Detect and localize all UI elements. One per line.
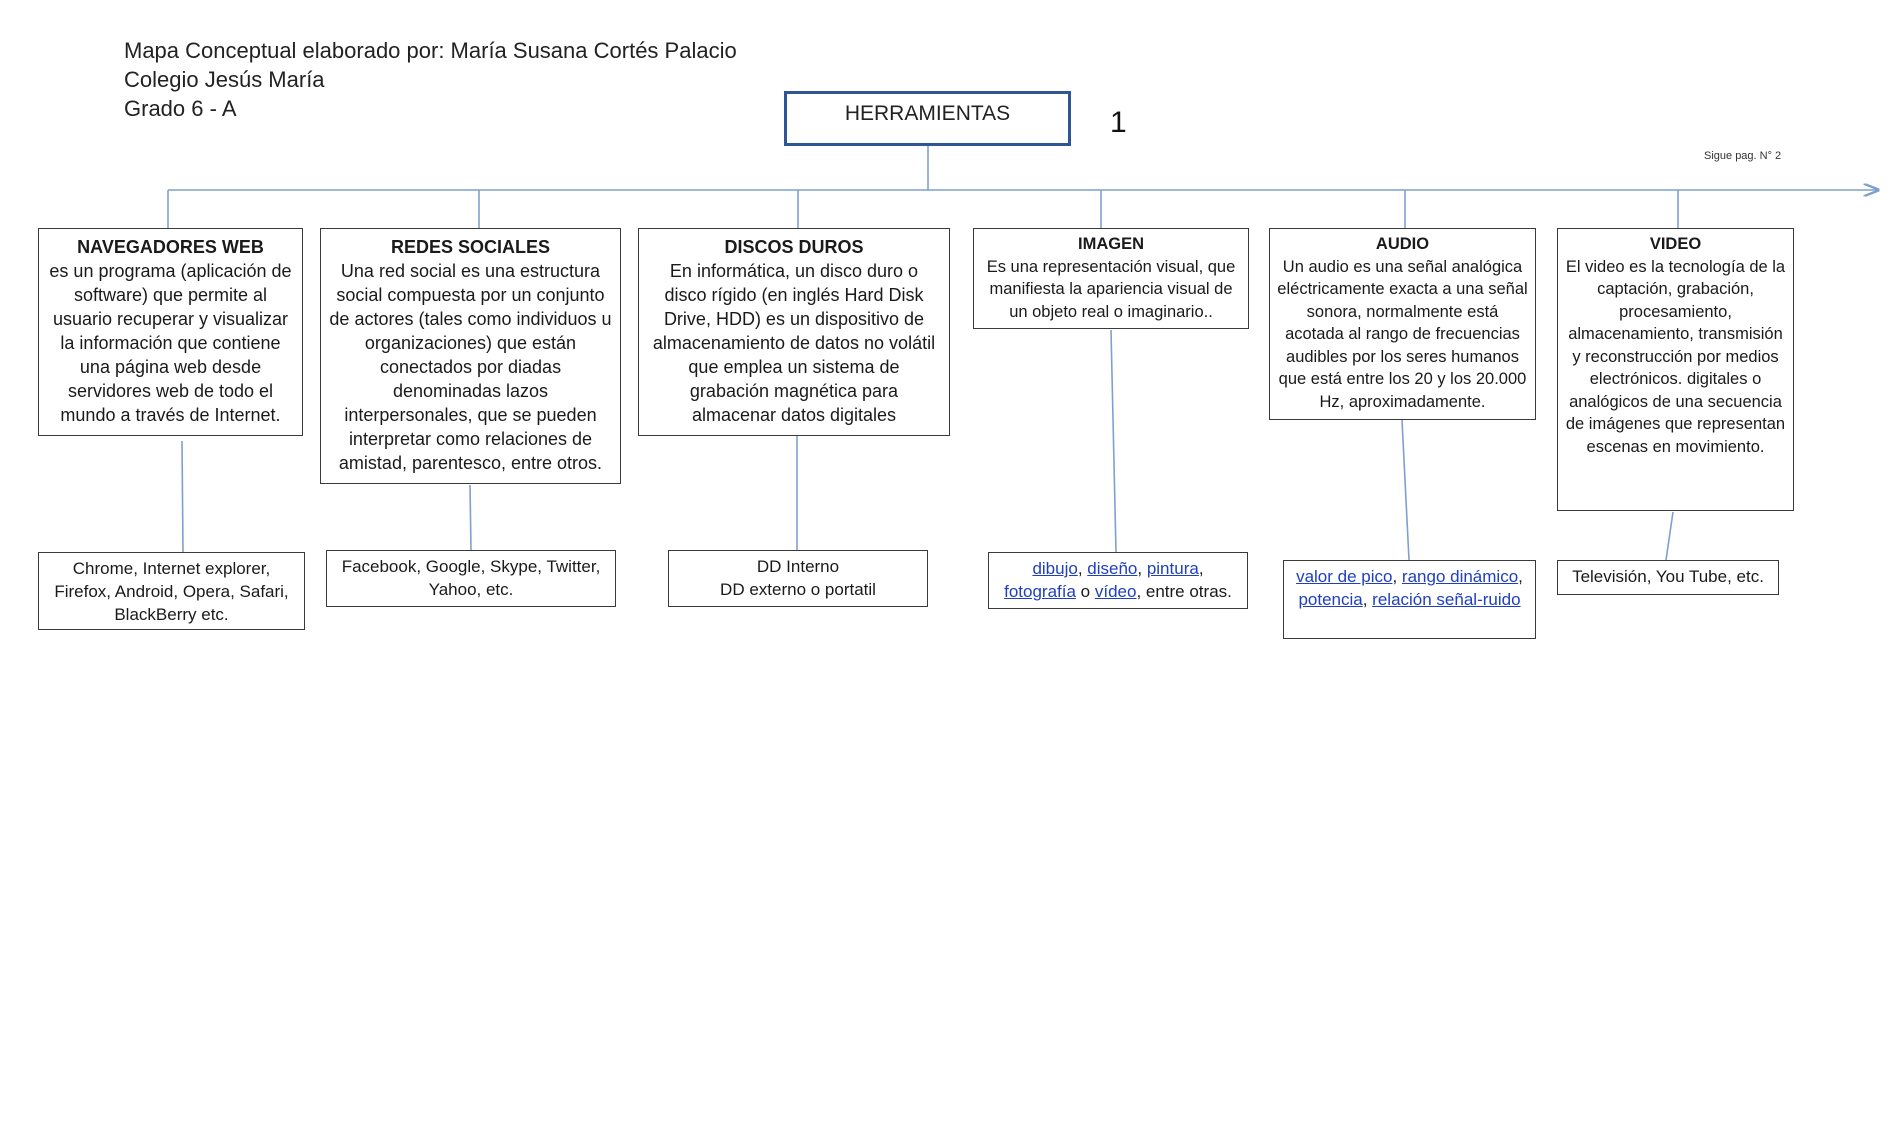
examples-text: Facebook, Google, Skype, Twitter, Yahoo, etc. [341, 557, 601, 599]
page-number: 1 [1110, 106, 1127, 139]
separator: , [1392, 567, 1402, 586]
link-potencia[interactable]: potencia [1298, 590, 1363, 609]
node-title: NAVEGADORES WEB [77, 237, 264, 257]
node-title: IMAGEN [1078, 235, 1144, 253]
node-text: El video es la tecnología de la captación, grabación, procesamiento, almacenamiento, transmisión y reconstrucción por medios electrónicos. digitales o analógicos de una secuencia de imágenes que representan escenas en movimiento. [1565, 257, 1786, 456]
tail-text: , entre otras. [1136, 582, 1232, 601]
separator: o [1075, 582, 1095, 601]
separator: , [1518, 567, 1523, 586]
examples-text: Chrome, Internet explorer, Firefox, Android, Opera, Safari, BlackBerry etc. [54, 559, 289, 624]
node-text: Es una representación visual, que manifiesta la apariencia visual de un objeto real o imaginario.. [986, 257, 1236, 321]
link-dibujo[interactable]: dibujo [1032, 559, 1078, 578]
node-redes-sociales [320, 228, 621, 484]
link-navegadores-examples [182, 441, 183, 552]
examples-redes [326, 550, 616, 607]
root-node-herramientas [784, 91, 1071, 146]
link-video-examples [1666, 512, 1673, 560]
separator: , [1198, 559, 1204, 578]
examples-text: Televisión, You Tube, etc. [1572, 567, 1764, 586]
next-page-note: Sigue pag. N° 2 [1704, 150, 1782, 162]
link-valor-de-pico[interactable]: valor de pico [1296, 567, 1393, 586]
node-title: REDES SOCIALES [390, 237, 551, 257]
link-redes-examples [470, 485, 471, 550]
link-relacion-senal-ruido[interactable]: relación señal-ruido [1372, 590, 1521, 609]
node-discos-duros [638, 228, 950, 436]
link-fotografia[interactable]: fotografía [1004, 582, 1076, 601]
separator: , [1137, 559, 1147, 578]
node-text: Un audio es una señal analógica eléctricamente exacta a una señal sonora, normalmente está acotada al rango de frecuencias audibles por los seres humanos que está entre los 20 y los 20.000 Hz, aproximadamente. [1277, 257, 1528, 411]
node-imagen [973, 228, 1249, 329]
node-text: Una red social es una estructura social compuesta por un conjunto de actores (tales como individuos u organizaciones) que están conectados por diadas denominadas lazos interpersonales, que se pueden interpretar como relaciones de amistad, parentesco, entre otros. [329, 261, 612, 473]
grade-line: Grado 6 - A [124, 96, 237, 121]
school-line: Colegio Jesús María [124, 67, 325, 92]
examples-line-1: DD Interno [756, 557, 840, 576]
author-line: Mapa Conceptual elaborado por: María Susana Cortés Palacio [124, 38, 737, 63]
node-text: es un programa (aplicación de software) que permite al usuario recuperar y visualizar la información que contiene una página web desde servidores web de todo el mundo a través de Internet. [49, 261, 292, 425]
link-pintura[interactable]: pintura [1146, 559, 1199, 578]
node-title: VIDEO [1649, 235, 1702, 253]
node-title: AUDIO [1375, 235, 1430, 253]
node-text: En informática, un disco duro o disco rígido (en inglés Hard Disk Drive, HDD) es un dispositivo de almacenamiento de datos no volátil que emplea un sistema de grabación magnética para almacenar datos digitales [652, 261, 936, 425]
link-audio-examples [1402, 420, 1409, 560]
separator: , [1077, 559, 1088, 578]
root-label: HERRAMIENTAS [844, 102, 1011, 125]
examples-navegadores [38, 552, 305, 630]
link-video[interactable]: vídeo [1094, 582, 1137, 601]
link-diseno[interactable]: diseño [1087, 559, 1138, 578]
separator: , [1362, 590, 1373, 609]
examples-video [1557, 560, 1779, 595]
examples-line-2: DD externo o portatil [720, 580, 876, 599]
examples-discos [668, 550, 928, 607]
node-title: DISCOS DUROS [724, 237, 864, 257]
node-navegadores [38, 228, 303, 436]
node-video [1557, 228, 1794, 511]
link-rango-dinamico[interactable]: rango dinámico [1401, 567, 1519, 586]
examples-imagen [988, 552, 1248, 609]
link-imagen-examples [1111, 330, 1116, 552]
examples-audio [1283, 560, 1536, 639]
node-audio [1269, 228, 1536, 420]
